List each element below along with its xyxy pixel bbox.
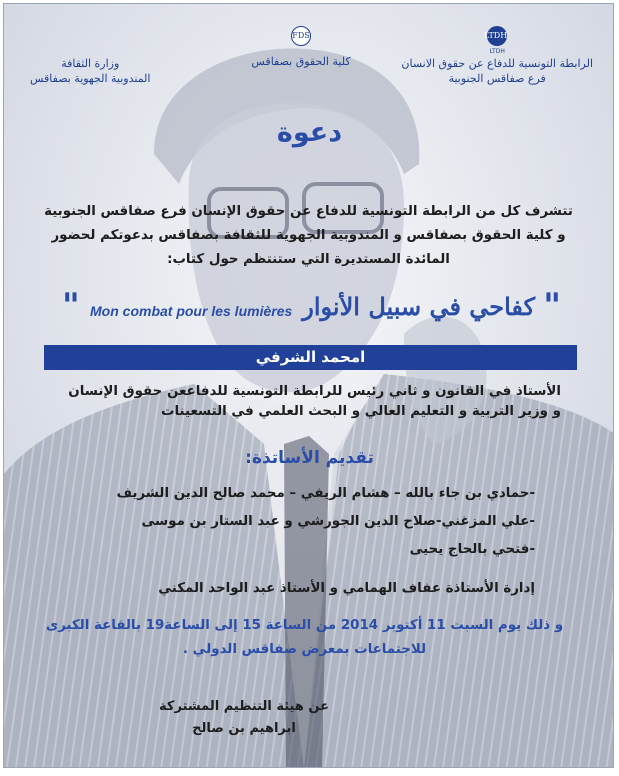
author-bio — [30, 382, 561, 422]
intro-line: و كلية الحقوق بصفاقس و المندوبية الجهوية للثقافة بصفاقس بدعوتكم لحضور — [51, 228, 566, 243]
book-title-arabic: كفاحي في سبيل الأنوار — [302, 292, 535, 321]
logo-ltdh — [401, 26, 593, 86]
close-quote: " — [543, 286, 561, 326]
open-quote: " — [62, 286, 80, 326]
ltdh-emblem-icon: LTDH — [487, 26, 507, 46]
law-faculty-emblem-icon: FDS — [291, 26, 311, 46]
logo-law-faculty — [226, 26, 376, 69]
intro-line: تتشرف كل من الرابطة التونسية للدفاع عن حقوق الإنسان فرع صفاقس الجنوبية — [44, 204, 573, 219]
event-line: و ذلك يوم السبت 11 أكتوبر 2014 من الساعة 15 إلى الساعة19 بالقاعة الكبرى — [45, 618, 564, 633]
moderation-line: إدارة الأستاذة عفاف الهمامي و الأستاذ عبد الواحد المكني — [158, 581, 535, 596]
book-title-french: Mon combat pour les lumières — [90, 303, 293, 319]
invitation-poster — [3, 3, 614, 768]
ministry-branch: المندوبية الجهوية بصفاقس — [30, 72, 151, 85]
event-line: للاجتماعات بمعرض صفاقس الدولي . — [182, 642, 427, 657]
signature-block — [124, 696, 364, 740]
event-details — [28, 614, 581, 662]
bio-line: الأستاذ في القانون و ثاني رئيس للرابطة التونسية للدفاععن حقوق الإنسان — [68, 384, 561, 399]
logo-ministry-culture — [30, 56, 150, 86]
signature-org: عن هيئة التنظيم المشتركة — [159, 699, 329, 714]
law-faculty-name: كلية الحقوق بصفاقس — [251, 55, 351, 68]
presenters-heading: تقديم الأساتذة: — [245, 448, 374, 468]
speaker-line: -حمادي بن جاء بالله – هشام الريفي – محمد صالح الدين الشريف — [116, 486, 535, 501]
ministry-name: وزارة الثقافة — [61, 57, 120, 70]
intro-paragraph — [26, 200, 591, 272]
speaker-line: -علي المزغني-صلاح الدين الجورشي و عبد الستار بن موسى — [141, 514, 535, 529]
speaker-line: -فتحي بالحاج يحيى — [409, 542, 535, 557]
ltdh-caption: LTDH — [489, 48, 505, 55]
speakers-list — [34, 480, 535, 564]
author-banner: امحمد الشرفي — [44, 345, 577, 370]
intro-line: المائدة المستديرة التي ستنتظم حول كتاب: — [167, 252, 450, 267]
book-title — [28, 288, 591, 332]
ltdh-name: الرابطة التونسية للدفاع عن حقوق الانسان — [401, 57, 593, 70]
signature-name: ابراهيم بن صالح — [192, 721, 296, 736]
page-title: دعوة — [276, 117, 343, 148]
ltdh-branch: فرع صفاقس الجنوبية — [448, 72, 546, 85]
bio-line: و وزير التربية و التعليم العالي و البحث العلمي في التسعينات — [161, 404, 561, 419]
